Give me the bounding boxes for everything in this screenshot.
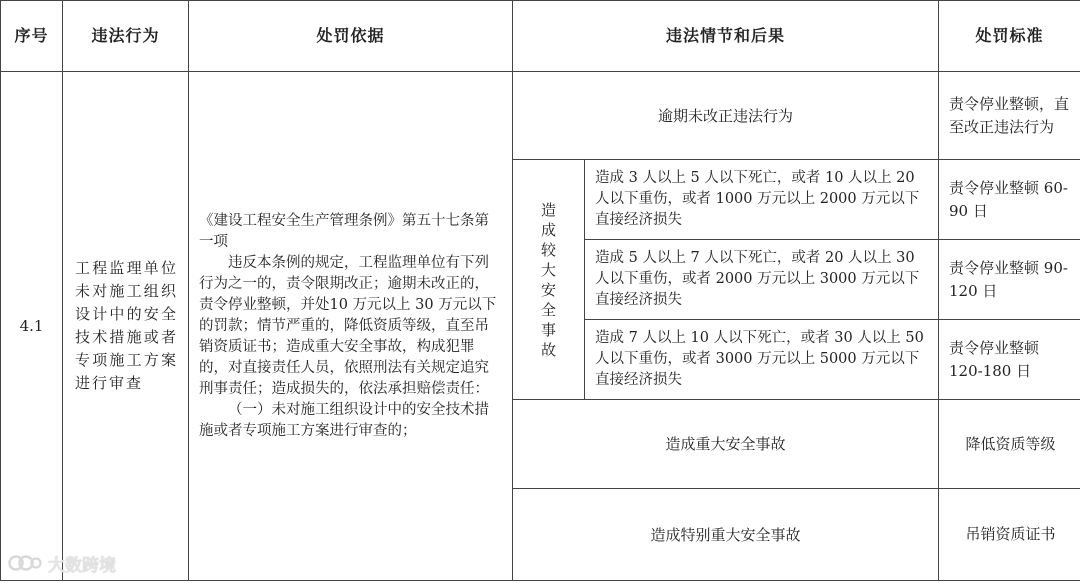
std-sub-2: 责令停业整顿 90-120 日 — [939, 240, 1080, 320]
std-sub-1: 责令停业整顿 60-90 日 — [939, 160, 1080, 240]
basis-item: （一）未对施工组织设计中的安全技术措施或者专项施工方案进行审查的； — [199, 401, 489, 439]
std-overdue: 责令停业整顿，直至改正违法行为 — [939, 72, 1080, 160]
watermark-logo-icon — [8, 552, 42, 574]
header-basis: 处罚依据 — [189, 1, 513, 72]
std-sub-3: 责令停业整顿 120-180 日 — [939, 320, 1080, 400]
header-act: 违法行为 — [63, 1, 189, 72]
watermark-text: 大数跨境 — [48, 555, 116, 576]
sub-circ-2: 造成 5 人以上 7 人以下死亡，或者 20 人以上 30 人以下重伤，或者 2000 万元以上 3000 万元以下直接经济损失 — [585, 240, 939, 320]
table-row — [1, 72, 1080, 160]
header-circ: 违法情节和后果 — [513, 1, 939, 72]
std-extra: 吊销资质证书 — [939, 489, 1080, 581]
std-major: 降低资质等级 — [939, 400, 1080, 489]
watermark — [8, 548, 116, 578]
circ-extra: 造成特别重大安全事故 — [513, 489, 939, 581]
basis-source: 《建设工程安全生产管理条例》第五十七条第一项 — [199, 212, 489, 250]
sub-circ-1: 造成 3 人以上 5 人以下死亡，或者 10 人以上 20 人以下重伤，或者 1000 万元以上 2000 万元以下直接经济损失 — [585, 160, 939, 240]
header-row — [1, 1, 1080, 72]
circ-major: 造成重大安全事故 — [513, 400, 939, 489]
accident-group-label: 造成较大安全事故 — [513, 160, 585, 400]
cell-act: 工程监理单位未对施工组织设计中的安全技术措施或者专项施工方案进行审查 — [63, 72, 189, 581]
header-seq: 序号 — [1, 1, 63, 72]
basis-content: 违反本条例的规定，工程监理单位有下列行为之一的，责令限期改正；逾期未改正的，责令停业整顿，并处10 万元以上 30 万元以下的罚款；情节严重的，降低资质等级，直至吊销资质证书；造成重大安全事故，构成犯罪的，对直接责任人员，依照刑法有关规定追究刑事责任；造成损失的，依法承担赔偿责任： — [199, 254, 497, 397]
circ-overdue: 逾期未改正违法行为 — [513, 72, 939, 160]
cell-seq: 4.1 — [1, 72, 63, 581]
sub-circ-3: 造成 7 人以上 10 人以下死亡，或者 30 人以上 50 人以下重伤，或者 3000 万元以上 5000 万元以下直接经济损失 — [585, 320, 939, 400]
header-std: 处罚标准 — [939, 1, 1080, 72]
cell-basis — [189, 72, 513, 581]
